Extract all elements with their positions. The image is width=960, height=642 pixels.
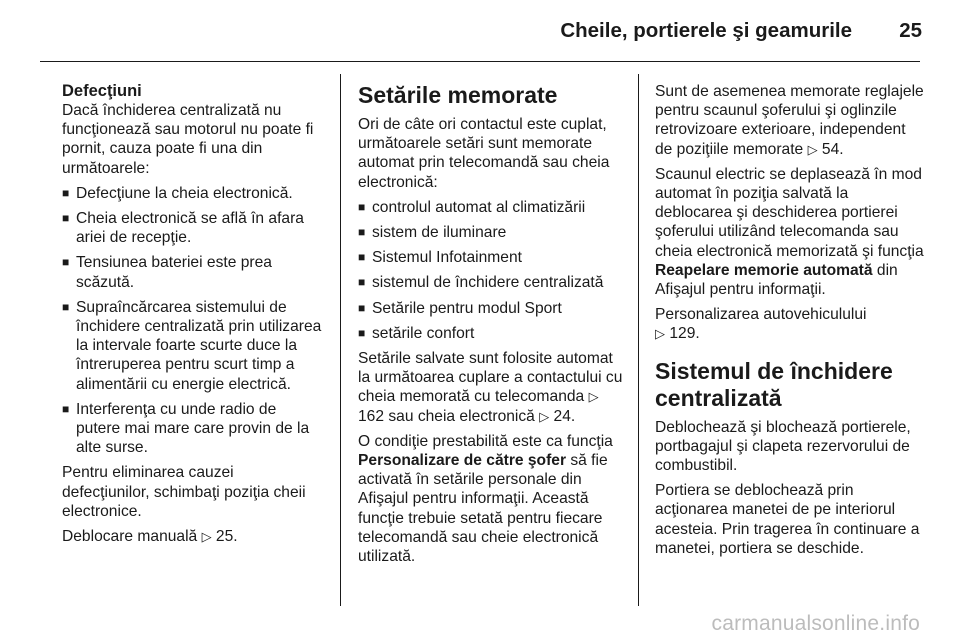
section-heading-central-locking: Sistemul de închidere centralizată [655, 357, 893, 411]
list-item: ■ controlul automat al climatizării [358, 198, 628, 217]
saved-settings-ref-2[interactable]: 24. [553, 407, 576, 425]
page-reference-icon: ▷ [201, 529, 212, 545]
mirror-settings-text: Sunt de asemenea memorate reglajele pentru scaunul şoferului şi oglinzile retrovizoare exterioare, independent de poziţiile memorate [655, 83, 924, 158]
personalization-ref[interactable]: 129. [669, 325, 700, 343]
electric-seat-paragraph [655, 165, 927, 299]
watermark-text: carmanualsonline.info [711, 612, 920, 635]
page-number: 25 [899, 19, 922, 42]
section-heading-memorized-settings: Setările memorate [358, 82, 558, 108]
personalization-text: Personalizarea autovehiculului [655, 306, 867, 324]
header-divider [40, 61, 920, 62]
mirror-settings-paragraph [655, 82, 927, 159]
page-reference-icon: ▷ [588, 389, 599, 405]
list-item: ■ setările confort [358, 324, 628, 343]
electric-seat-bold: Reapelare memorie automată [655, 261, 873, 279]
page-header-title: Cheile, portierele şi geamurile [560, 19, 852, 42]
list-item: ■ Supraîncărcarea sistemului de închidere centralizată prin utilizarea la intervale foarte scurte duce la întreruperea pentru scurt timp a alimentării cu energie electrică. [62, 298, 324, 394]
page-reference-icon: ▷ [655, 326, 665, 342]
saved-settings-paragraph [358, 349, 628, 426]
section-heading-defects: Defecţiuni [62, 82, 142, 100]
column-memorized-settings [358, 82, 628, 572]
list-item: ■ Setările pentru modul Sport [358, 299, 628, 318]
electric-seat-text-a: Scaunul electric se deplasează în mod automat în poziţia salvată la deblocarea şi deschiderea portierei şoferului utilizând telecomanda sau cheia electronică memorizată şi funcţia [655, 165, 924, 260]
central-locking-paragraph-2: Portiera se deblochează prin acţionarea manetei de pe interiorul acesteia. Prin tragerea în continuare a manetei, portiera se deschide. [655, 482, 920, 557]
column-divider-1 [340, 74, 341, 606]
memorized-intro: Ori de câte ori contactul este cuplat, următoarele setări sunt memorate automat prin telecomandă sau cheia electronică: [358, 116, 610, 191]
list-item: ■ Interferenţa cu unde radio de putere mai mare care provin de la alte surse. [62, 400, 324, 458]
list-item: ■ Tensiunea bateriei este prea scăzută. [62, 253, 324, 291]
manual-unlock-ref[interactable]: 25. [215, 528, 238, 546]
electric-seat-text-b: din Afişajul pentru informaţii. [655, 261, 898, 299]
column-defects [62, 82, 324, 552]
precondition-text-b: să fie activată în setările personale din Afişajul pentru informaţii. Această funcţie trebuie setată pentru fiecare telecomandă sau cheie electronică utilizată. [358, 452, 608, 566]
list-item: ■ sistem de iluminare [358, 223, 628, 242]
memorized-list [358, 198, 628, 343]
list-item: ■ sistemul de închidere centralizată [358, 273, 628, 292]
precondition-text-a: O condiţie prestabilită este ca funcţia [358, 432, 613, 450]
saved-settings-text: Setările salvate sunt folosite automat la următoarea cuplare a contactului cu cheia memorată cu telecomanda [358, 350, 623, 406]
page-header [0, 0, 960, 62]
precondition-bold: Personalizare de către şofer [358, 452, 567, 470]
list-item: ■ Sistemul Infotainment [358, 248, 628, 267]
column-central-locking [655, 82, 927, 564]
manual-unlock-line [62, 527, 324, 546]
defects-list [62, 184, 324, 458]
page-reference-icon: ▷ [807, 141, 818, 157]
page-reference-icon: ▷ [539, 408, 550, 424]
personalization-paragraph [655, 305, 927, 343]
central-locking-paragraph-1: Deblochează şi blochează portierele, portbagajul şi clapeta rezervorului de combustibil. [655, 418, 911, 475]
manual-unlock-text: Deblocare manuală [62, 528, 198, 546]
mirror-settings-ref[interactable]: 54. [821, 140, 844, 158]
saved-settings-ref-1[interactable]: 162 sau cheia electronică [358, 407, 535, 425]
list-item: ■ Defecţiune la cheia electronică. [62, 184, 324, 203]
defects-intro: Dacă închiderea centralizată nu funcţionează sau motorul nu poate fi pornit, cauza poate fi una din următoarele: [62, 102, 314, 177]
defects-remedy: Pentru eliminarea cauzei defecţiunilor, schimbaţi poziţia cheii electronice. [62, 464, 306, 520]
precondition-paragraph [358, 432, 628, 566]
column-divider-2 [638, 74, 639, 606]
list-item: ■ Cheia electronică se află în afara ariei de recepţie. [62, 209, 324, 247]
